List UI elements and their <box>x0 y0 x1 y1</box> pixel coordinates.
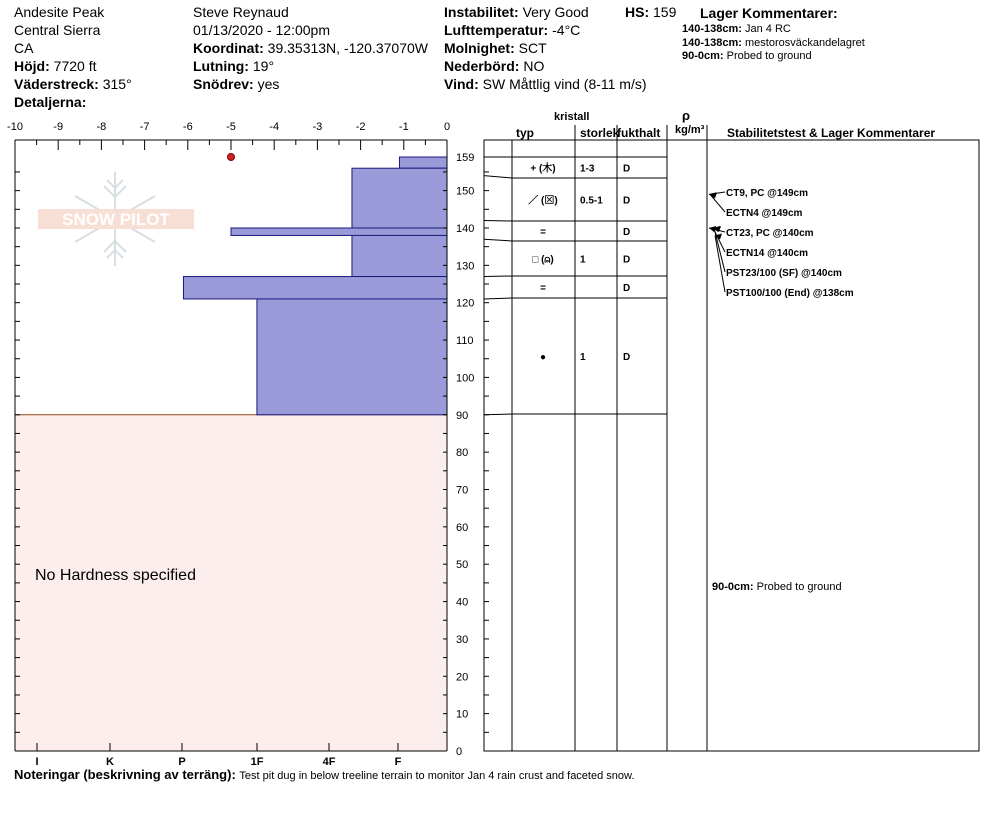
type-header: typ <box>516 126 534 140</box>
stability-test-label: ECTN14 @140cm <box>726 248 809 259</box>
precip-value: NO <box>523 58 545 74</box>
stability-test-label: PST23/100 (SF) @140cm <box>726 268 842 279</box>
hs-label: HS: <box>625 4 650 20</box>
height-label: 10 <box>456 708 469 721</box>
elevation-value: 7720 ft <box>53 58 97 74</box>
coordinate-value: 39.35313N, -120.37070W <box>267 40 428 56</box>
height-label: 40 <box>456 596 469 609</box>
height-label: 120 <box>456 297 475 310</box>
stability-test-label: CT9, PC @149cm <box>726 188 809 199</box>
airtemp-value: -4°C <box>552 22 581 38</box>
height-label: 110 <box>456 335 474 348</box>
aspect-label: Väderstreck: <box>14 76 99 92</box>
slope-value: 19° <box>252 58 275 74</box>
temp-tick-label: -9 <box>53 121 64 133</box>
hardness-label: K <box>106 756 114 768</box>
height-label: 20 <box>456 671 469 684</box>
stability-leader <box>710 194 725 212</box>
height-label: 159 <box>456 152 475 164</box>
region-name: Central Sierra <box>14 22 101 38</box>
hardness-label: F <box>394 756 402 768</box>
height-label: 60 <box>456 521 469 534</box>
elevation-label: Höjd: <box>14 58 50 74</box>
layer-size: 0.5-1 <box>580 195 603 207</box>
layer-type: □ (⍝) <box>532 254 554 266</box>
layer-type: + (⽊) <box>530 163 556 175</box>
stability-test-label: ECTN4 @149cm <box>726 208 803 219</box>
layer-moisture: D <box>623 227 631 238</box>
airtemp-label: Lufttemperatur: <box>444 22 549 38</box>
size-header: storlek <box>580 126 620 140</box>
height-label: 150 <box>456 185 475 198</box>
hs-value: 159 <box>653 4 677 20</box>
temp-tick-label: 0 <box>443 121 451 133</box>
location-name: Andesite Peak <box>14 4 105 20</box>
layer-connector <box>484 298 512 299</box>
height-label: 30 <box>456 633 469 646</box>
temp-tick-label: -5 <box>226 121 236 133</box>
hardness-label: 4F <box>322 756 336 768</box>
stability-test-label: PST100/100 (End) @138cm <box>726 288 854 299</box>
notes-label: Noteringar (beskrivning av terräng): <box>14 767 236 782</box>
layer-comment-3: 90-0cm: Probed to ground <box>682 50 812 62</box>
stability-label: Instabilitet: <box>444 4 519 20</box>
temp-tick-label: -10 <box>7 121 23 133</box>
hardness-label: 1F <box>250 756 264 768</box>
height-label: 70 <box>456 484 469 497</box>
sky-value: SCT <box>518 40 547 56</box>
layer-connector <box>484 239 512 241</box>
stability-leader <box>715 235 725 292</box>
aspect-value: 315° <box>102 76 132 92</box>
stability-column-header: Stabilitetstest & Lager Kommentarer <box>727 126 936 140</box>
precip-label: Nederbörd: <box>444 58 520 74</box>
hardness-bar-1 <box>399 157 447 168</box>
hardness-bar-5 <box>183 277 447 299</box>
hardness-bar-3 <box>231 228 447 235</box>
drift-value: yes <box>257 76 280 92</box>
density-unit: kg/m³ <box>675 124 705 136</box>
notes-row <box>14 767 634 782</box>
layer-type: ● <box>539 352 547 363</box>
stability-value: Very Good <box>522 4 589 20</box>
hardness-label: I <box>35 756 39 768</box>
temp-tick-label: -1 <box>398 121 409 133</box>
layer-moisture: D <box>623 352 631 363</box>
height-label: 140 <box>456 222 475 235</box>
height-label: 90 <box>456 409 469 422</box>
crystal-header: kristall <box>554 111 590 123</box>
deep-layer-comment: 90-0cm: Probed to ground <box>712 581 842 593</box>
state-name: CA <box>14 40 34 56</box>
stability-test-label: CT23, PC @140cm <box>726 228 814 239</box>
layer-moisture: D <box>623 195 631 207</box>
layer-size: 1 <box>580 352 586 363</box>
observer-name: Steve Reynaud <box>193 4 289 20</box>
height-label: 50 <box>456 559 469 572</box>
temp-tick-label: -8 <box>96 121 107 133</box>
temp-tick-label: -4 <box>269 121 280 133</box>
hardness-bar-6 <box>257 299 447 415</box>
layer-connector <box>484 176 512 178</box>
temp-tick-label: -6 <box>182 121 193 133</box>
coordinate-label: Koordinat: <box>193 40 264 56</box>
height-label: 0 <box>456 746 463 758</box>
moisture-header: fukthalt <box>617 126 661 140</box>
observation-datetime: 01/13/2020 - 12:00pm <box>193 22 330 38</box>
temp-point <box>228 154 235 161</box>
sky-label: Molnighet: <box>444 40 515 56</box>
snowpilot-logo <box>38 172 194 266</box>
layer-comment-2: 140-138cm: mestorosväckandelagret <box>682 37 865 49</box>
drift-label: Snödrev: <box>193 76 254 92</box>
wind-label: Vind: <box>444 76 479 92</box>
wind-value: SW Måttlig vind (8-11 m/s) <box>482 76 647 92</box>
temp-tick-label: -7 <box>139 121 150 133</box>
layer-comment-1: 140-138cm: Jan 4 RC <box>682 23 791 35</box>
temp-tick-label: -2 <box>355 121 366 133</box>
layer-comments-title: Lager Kommentarer: <box>700 5 838 21</box>
height-label: 80 <box>456 447 469 460</box>
layer-type: ／ (⊠) <box>528 195 558 207</box>
details-label: Detaljerna: <box>14 94 87 110</box>
logo-text: SNOW PILOT <box>62 210 170 229</box>
height-label: 130 <box>456 260 475 273</box>
layer-size: 1 <box>580 254 586 266</box>
density-symbol: ρ <box>682 108 691 123</box>
layer-type: = <box>540 227 546 238</box>
layer-moisture: D <box>623 254 631 266</box>
hardness-bar-4 <box>352 235 447 276</box>
layer-moisture: D <box>623 283 631 294</box>
no-hardness-label: No Hardness specified <box>35 567 196 584</box>
notes-text: Test pit dug in below treeline terrain to monitor Jan 4 rain crust and faceted snow. <box>239 770 635 782</box>
layer-connector <box>484 276 512 277</box>
slope-label: Lutning: <box>193 58 249 74</box>
hardness-bar-2 <box>352 168 447 228</box>
layer-moisture: D <box>623 163 631 175</box>
layer-size: 1-3 <box>580 163 595 175</box>
temp-tick-label: -3 <box>312 121 323 133</box>
height-label: 100 <box>456 372 475 385</box>
hardness-label: P <box>178 756 186 768</box>
layer-type: = <box>540 283 546 294</box>
